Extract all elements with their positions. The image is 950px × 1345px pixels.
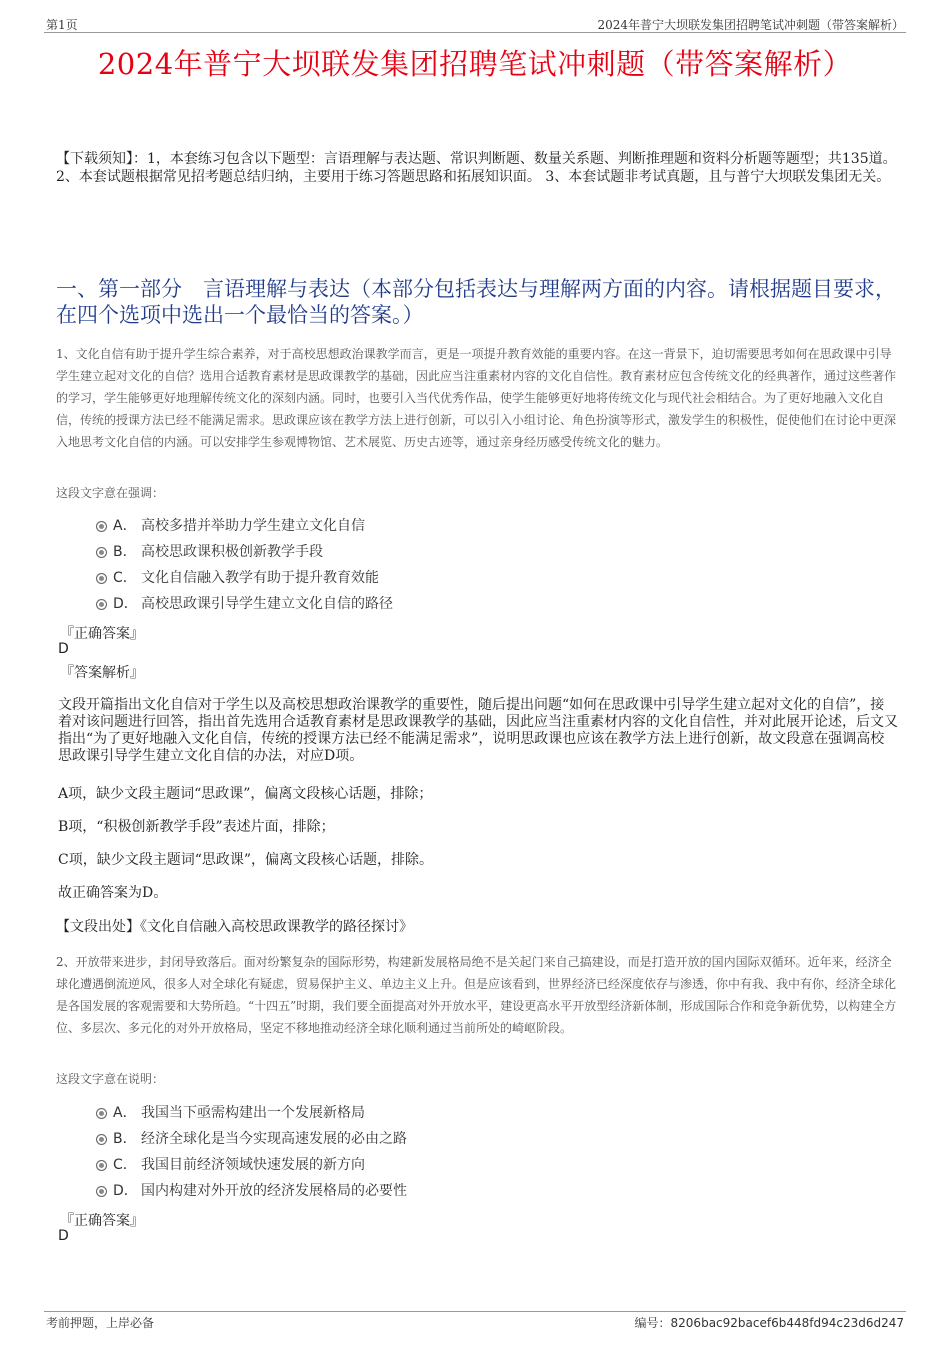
q1-answer: D (58, 641, 69, 657)
q1-prompt: 这段文字意在强调： (56, 486, 165, 500)
q1-option-a[interactable]: A． 高校多措并举助力学生建立文化自信 (96, 517, 365, 535)
footer-code-label: 编号： (634, 1316, 671, 1330)
q1-note-c: C项，缺少文段主题词“思政课”，偏离文段核心话题，排除。 (58, 852, 434, 868)
q1-answer-label: 『正确答案』 (60, 626, 144, 642)
q1-option-d[interactable]: D． 高校思政课引导学生建立文化自信的路径 (96, 595, 393, 613)
q1-analysis: 文段开篇指出文化自信对于学生以及高校思想政治课教学的重要性，随后提出问题“如何在思政课中引导学生建立起对文化的自信”，接着对该问题进行回答，指出首先选用合适教育素材是思政课教学的基础，因此应当注重素材内容的文化自信性，并对此展开论述，后文又指出“为了更好地融入文化自信，传统的授课方法已经不能满足需求”，说明思政课也应该在教学方法上进行创新，故文段意在强调高校思政课引导学生建立文化自信的办法，对应D项。 (58, 697, 898, 764)
radio-icon[interactable] (96, 1134, 107, 1145)
section-title: 一、第一部分 言语理解与表达（本部分包括表达与理解两方面的内容。请根据题目要求，在四个选项中选出一个最恰当的答案。） (56, 277, 896, 327)
q2-passage: 2、开放带来进步，封闭导致落后。面对纷繁复杂的国际形势，构建新发展格局绝不是关起门来自己搞建设，而是打造开放的国内国际双循环。近年来，经济全球化遭遇倒流逆风，很多人对全球化有疑虑，贸易保护主义、单边主义上升。但是应该看到，世界经济已经深度依存与渗透，你中有我、我中有你，经济全球化是各国发展的客观需要和大势所趋。“十四五”时期，我们要全面提高对外开放水平，建设更高水平开放型经济新体制，形成国际合作和竞争新优势，以构建全方位、多层次、多元化的对外开放格局，坚定不移地推动经济全球化顺利通过当前所处的崎岖阶段。 (56, 955, 897, 1035)
radio-icon[interactable] (96, 573, 107, 584)
radio-icon[interactable] (96, 1160, 107, 1171)
q2-option-b[interactable]: B． 经济全球化是当今实现高速发展的必由之路 (96, 1130, 407, 1148)
q2-prompt: 这段文字意在说明： (56, 1072, 165, 1086)
q1-note-b: B项，“积极创新教学手段”表述片面，排除； (58, 819, 335, 835)
q2-answer: D (58, 1228, 69, 1244)
header-doc-title: 2024年普宁大坝联发集团招聘笔试冲刺题（带答案解析） (597, 18, 904, 32)
q2-answer-label: 『正确答案』 (60, 1213, 144, 1229)
footer-slogan: 考前押题，上岸必备 (46, 1316, 155, 1330)
page-title: 2024年普宁大坝联发集团招聘笔试冲刺题（带答案解析） (97, 47, 853, 81)
radio-icon[interactable] (96, 521, 107, 532)
q1-conclusion: 故正确答案为D。 (58, 885, 168, 901)
radio-icon[interactable] (96, 547, 107, 558)
download-notice: 【下载须知】：1，本套练习包含以下题型：言语理解与表达题、常识判断题、数量关系题、判断推理题和资料分析题等题型；共135道。 2、本套试题根据常见招考题总结归纳，主要用于练习答题思路和拓展知识面。 3、本套试题非考试真题，且与普宁大坝联发集团无关。 (56, 151, 897, 185)
header-divider (44, 32, 906, 33)
radio-icon[interactable] (96, 599, 107, 610)
q1-note-a: A项，缺少文段主题词“思政课”，偏离文段核心话题，排除； (58, 786, 433, 802)
footer-divider (44, 1311, 906, 1312)
q1-option-c[interactable]: C． 文化自信融入教学有助于提升教育效能 (96, 569, 379, 587)
footer-code (635, 1314, 904, 1331)
q1-option-b[interactable]: B． 高校思政课积极创新教学手段 (96, 543, 323, 561)
footer-code-value: 8206bac92bacef6b448fd94c23d6d247 (670, 1316, 904, 1330)
radio-icon[interactable] (96, 1186, 107, 1197)
page-number: 第1页 (46, 18, 78, 32)
q2-option-c[interactable]: C． 我国目前经济领域快速发展的新方向 (96, 1156, 365, 1174)
q2-option-d[interactable]: D． 国内构建对外开放的经济发展格局的必要性 (96, 1182, 407, 1200)
q2-option-a[interactable]: A． 我国当下亟需构建出一个发展新格局 (96, 1104, 365, 1122)
q1-analysis-label: 『答案解析』 (60, 665, 144, 681)
q1-passage: 1、文化自信有助于提升学生综合素养，对于高校思想政治课教学而言，更是一项提升教育效能的重要内容。在这一背景下，迫切需要思考如何在思政课中引导学生建立起对文化的自信？选用合适教育素材是思政课教学的基础，因此应当注重素材内容的文化自信性。教育素材应包含传统文化的经典著作，通过这些著作的学习，学生能够更好地理解传统文化的深刻内涵。同时，也要引入当代优秀作品，使学生能够更好地将传统文化与现代社会相结合。为了更好地融入文化自信，传统的授课方法已经不能满足需求。思政课应该在教学方法上进行创新，可以引入小组讨论、角色扮演等形式，激发学生的积极性，促使他们在讨论中更深入地思考文化自信的内涵。可以安排学生参观博物馆、艺术展览、历史古迹等，通过亲身经历感受传统文化的魅力。 (56, 347, 897, 449)
q1-source: 【文段出处】《文化自信融入高校思政课教学的路径探讨》 (56, 919, 413, 935)
radio-icon[interactable] (96, 1108, 107, 1119)
